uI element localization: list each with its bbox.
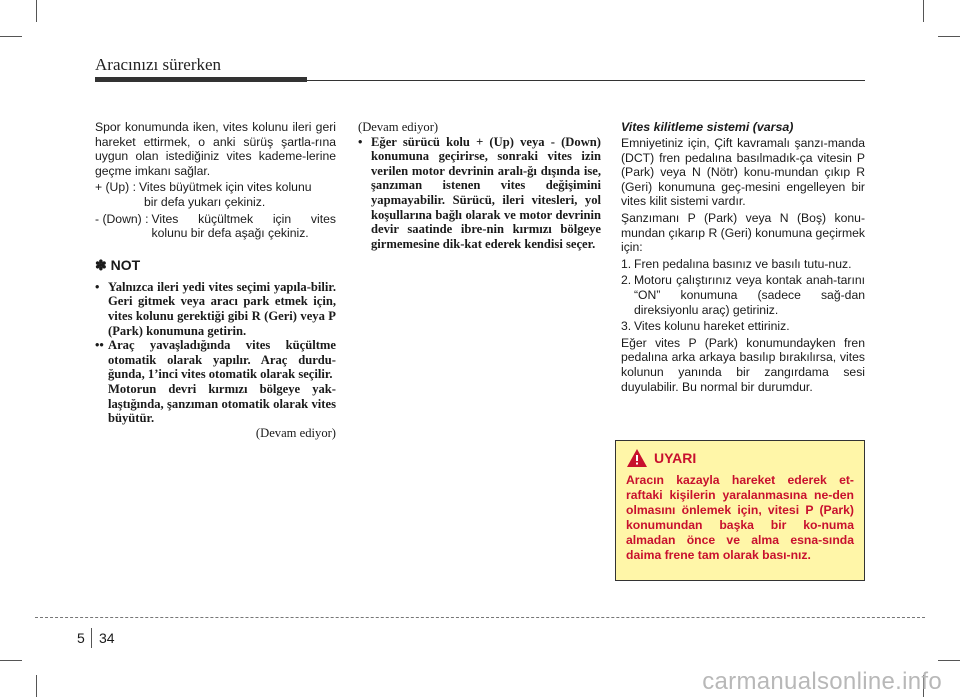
continued-label: (Devam ediyor) [255, 425, 336, 440]
warning-title: UYARI [654, 450, 697, 466]
column-left [95, 120, 336, 440]
list-text: Fren pedalına basınız ve basılı tutu-nuz. [634, 256, 852, 271]
up-text: Vites büyütmek için vites kolunu [138, 180, 312, 195]
bullet-text-extra: Motorun devri kırmızı bölgeye yak-laştığında, şanzıman otomatik olarak vites büyütür. [108, 381, 336, 426]
page-number: 34 [99, 630, 115, 646]
footer-rule [35, 617, 925, 618]
down-text-cont: kolunu bir defa aşağı çekiniz. [151, 226, 309, 241]
section-header-title: Aracınızı sürerken [95, 55, 222, 74]
note-bullet [358, 135, 601, 252]
crop-mark [0, 660, 22, 661]
list-number: 1. [621, 256, 632, 271]
down-definition [95, 212, 336, 241]
paragraph: Şanzımanı P (Park) veya N (Boş) konu-mundan çıkarıp R (Geri) konumuna geçirmek için: [621, 210, 865, 255]
column-middle [358, 120, 601, 251]
crop-mark [938, 660, 960, 661]
up-key: + (Up) : [95, 180, 136, 195]
footer-divider [91, 628, 92, 648]
crop-mark [0, 36, 22, 37]
list-item [621, 257, 865, 272]
crop-mark [36, 0, 37, 22]
bullet-mark: • [358, 134, 363, 149]
watermark: carmanualsonline.info [702, 668, 942, 695]
bullet-text: Yalnızca ileri yedi vites seçimi yapıla-bilir. Geri gitmek veya aracı park etmek için, vites kolunu gerektiği gibi R (Geri) veya P (Park) konumuna getirin. [108, 279, 336, 338]
note-title: ✽ NOT [95, 256, 141, 273]
column-right [621, 120, 865, 394]
up-definition [95, 180, 336, 209]
note-bullet [95, 338, 336, 426]
section-title: Vites kilitleme sistemi (varsa) [621, 120, 794, 134]
list-text: Vites kolunu hareket ettiriniz. [634, 319, 790, 334]
up-text-cont: bir defa yukarı çekiniz. [143, 194, 266, 209]
list-number: 3. [621, 319, 632, 334]
list-number: 2. [621, 273, 632, 288]
down-key: - (Down) : [95, 211, 149, 226]
note-bullet [95, 280, 336, 338]
header-rule-thin [95, 80, 865, 81]
warning-triangle-icon [626, 448, 648, 468]
list-item [621, 273, 865, 317]
warning-box [615, 440, 865, 581]
paragraph: Emniyetiniz için, Çift kavramalı şanzı-manda (DCT) fren pedalına basılmadık-ça vitesin P (Park) veya N (Nötr) konu-mundan çıkıp R (Geri) konumuna geç-mesini engelleyen bir vites kilit sistemi vardır. [621, 136, 865, 209]
down-text: Vites küçültmek için vites [151, 211, 336, 226]
bullet-text: Eğer sürücü kolu + (Up) veya - (Down) konumuna geçirirse, sonraki vites izin verilen motor devrinin aralı-ğı dışında ise, şanzıman istenen vites değişimini yapmayabilir. Sürücü, ileri vitesleri, yol koşullarına bağlı olarak ve motor devrinin devir saatinde ibre-nin kırmızı bölgeye girmemesine dik-kat ederek kendisi seçer. [371, 134, 601, 251]
list-item [621, 319, 865, 334]
bullet-mark: •• [95, 338, 104, 353]
bullet-mark: • [95, 279, 100, 294]
crop-mark [923, 0, 924, 22]
continued-label: (Devam ediyor) [358, 120, 439, 134]
crop-mark [36, 675, 37, 697]
intro-paragraph: Spor konumunda iken, vites kolunu ileri geri hareket ettirmek, o anki sürüş şartla-rına uygun olan istediğiniz vites kademe-lerine geçme imkanı sağlar. [95, 120, 336, 178]
chapter-number: 5 [77, 630, 85, 646]
crop-mark [938, 36, 960, 37]
bullet-text: Araç yavaşladığında vites küçültme otomatik olarak yapılır. Araç durdu-ğunda, 1’inci vites otomatik olarak seçilir. [108, 338, 336, 382]
paragraph: Eğer vites P (Park) konumundayken fren pedalına arka arkaya basılıp bırakılırsa, vites kolunun yanında bir zangırdama sesi duyulabilir. Bu normal bir durumdur. [621, 335, 865, 394]
warning-text: Aracın kazayla hareket ederek et-raftaki kişilerin yaralanmasına ne-den olmasını önlemek için, vitesi P (Park) konumundan başka bir ko-numa almadan önce ve alma esna-sında daima frene tam olarak bası-nız. [626, 473, 854, 562]
list-text: Motoru çalıştırınız veya kontak anah-tarını “ON” konumuna (sadece sağ-dan direksiyonlu araç) getiriniz. [634, 273, 865, 317]
